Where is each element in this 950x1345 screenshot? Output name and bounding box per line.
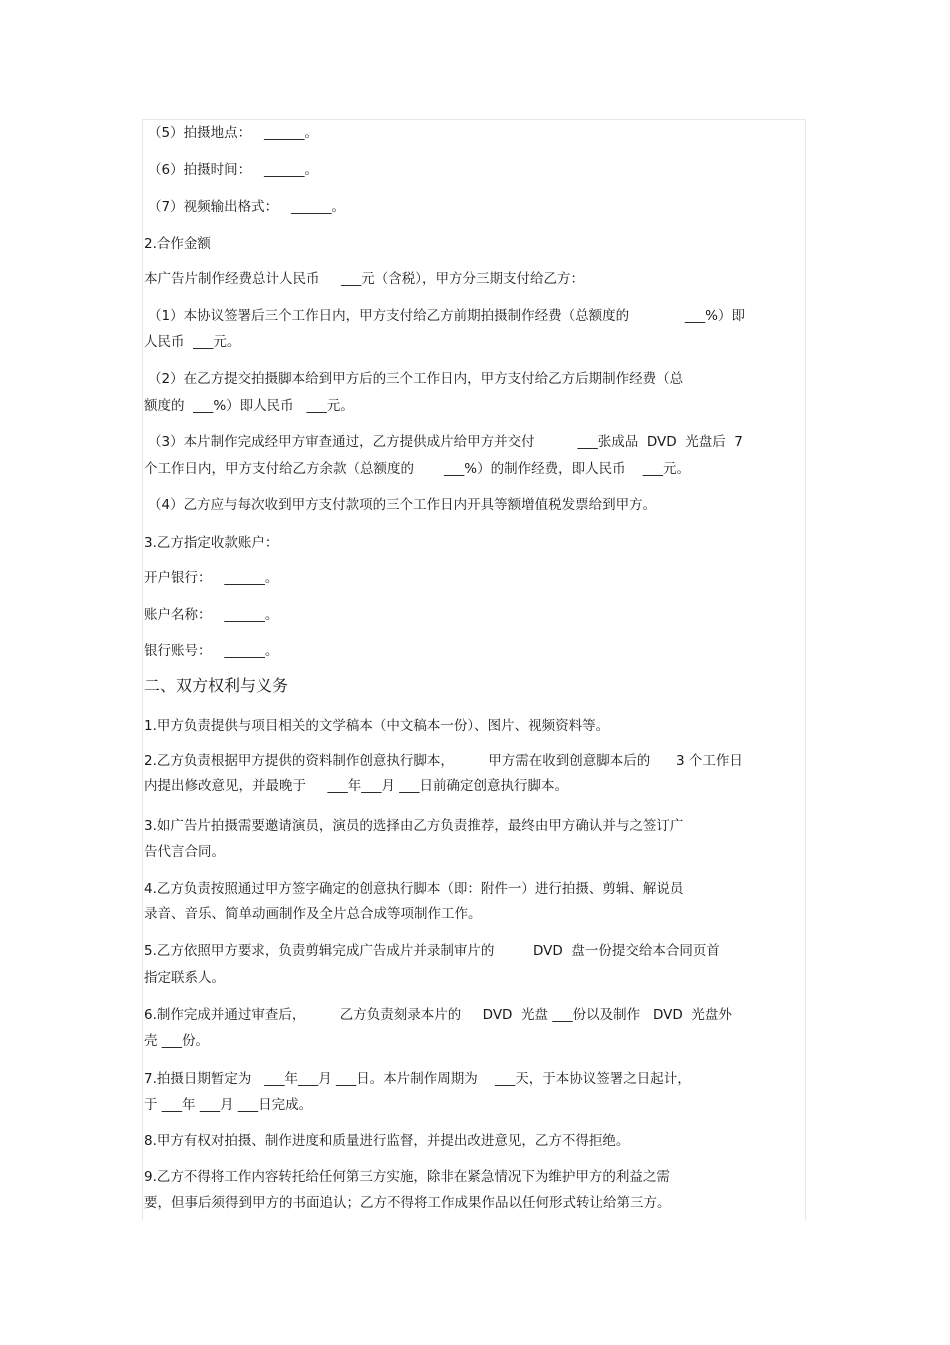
chapter-rights-obligations-title: 二、双方权利与义务 [144,676,289,695]
shooting-location: （5）拍摄地点： ______。 [148,125,318,141]
amount-intro: 本广告片制作经费总计人民币 ___元（含税），甲方分三期支付给乙方： [144,271,584,287]
payment-item-3-line-2: 个工作日内，甲方支付给乙方余款（总额度的 ___%）的制作经费，即人民币 ___元。 [144,461,691,477]
payment-item-1-line-1: （1）本协议签署后三个工作日内，甲方支付给乙方前期拍摄制作经费（总额度的 ___%）即 [148,308,745,324]
clause-6-line-2: 壳 ___份。 [144,1033,210,1049]
payment-item-2-line-2: 额度的 ___%）即人民币 ___元。 [144,398,354,414]
section-account-title: 3.乙方指定收款账户： [144,535,279,551]
clause-8: 8.甲方有权对拍摄、制作进度和质量进行监督，并提出改进意见，乙方不得拒绝。 [144,1133,630,1149]
payment-item-3-line-1: （3）本片制作完成经甲方审查通过，乙方提供成片给甲方并交付 ___张成品 DVD 光盘后 7 [148,434,743,450]
clause-5-line-1: 5.乙方依照甲方要求，负责剪辑完成广告成片并录制审片的 DVD 盘一份提交给本合同页首 [144,943,720,959]
shooting-time: （6）拍摄时间： ______。 [148,162,318,178]
clause-4-line-2: 录音、音乐、简单动画制作及全片总合成等项制作工作。 [144,906,482,922]
account-bank: 开户银行： ______。 [144,570,279,586]
clause-3-line-1: 3.如广告片拍摄需要邀请演员，演员的选择由乙方负责推荐，最终由甲方确认并与之签订广 [144,818,684,834]
clause-6-line-1: 6.制作完成并通过审查后， 乙方负责刻录本片的 DVD 光盘 ___份以及制作 DVD 光盘外 [144,1007,732,1023]
clause-4-line-1: 4.乙方负责按照通过甲方签字确定的创意执行脚本（即：附件一）进行拍摄、剪辑、解说员 [144,881,684,897]
payment-item-1-line-2: 人民币 ___元。 [144,334,241,350]
account-name: 账户名称： ______。 [144,607,279,623]
clause-2-line-2: 内提出修改意见，并最晚于 ___年___月 ___日前确定创意执行脚本。 [144,778,568,794]
clause-9-line-2: 要，但事后须得到甲方的书面追认；乙方不得将工作成果作品以任何形式转让给第三方。 [144,1195,671,1211]
clause-2-line-1: 2.乙方负责根据甲方提供的资料制作创意执行脚本， 甲方需在收到创意脚本后的 3 个工作日 [144,753,743,769]
section-cooperation-amount-title: 2.合作金额 [144,236,211,252]
clause-7-line-2: 于 ___年 ___月 ___日完成。 [144,1097,313,1113]
clause-5-line-2: 指定联系人。 [144,970,225,986]
payment-item-2-line-1: （2）在乙方提交拍摄脚本给到甲方后的三个工作日内，甲方支付给乙方后期制作经费（总 [148,371,684,387]
account-number: 银行账号： ______。 [144,643,279,659]
clause-3-line-2: 告代言合同。 [144,844,225,860]
clause-1: 1.甲方负责提供与项目相关的文学稿本（中文稿本一份）、图片、视频资料等。 [144,718,610,734]
payment-item-4: （4）乙方应与每次收到甲方支付款项的三个工作日内开具等额增值税发票给到甲方。 [148,497,657,513]
clause-9-line-1: 9.乙方不得将工作内容转托给任何第三方实施，除非在紧急情况下为维护甲方的利益之需 [144,1169,670,1185]
clause-7-line-1: 7.拍摄日期暂定为 ___年___月 ___日。本片制作周期为 ___天，于本协议签署之日起计， [144,1071,691,1087]
video-format: （7）视频输出格式： ______。 [148,199,345,215]
